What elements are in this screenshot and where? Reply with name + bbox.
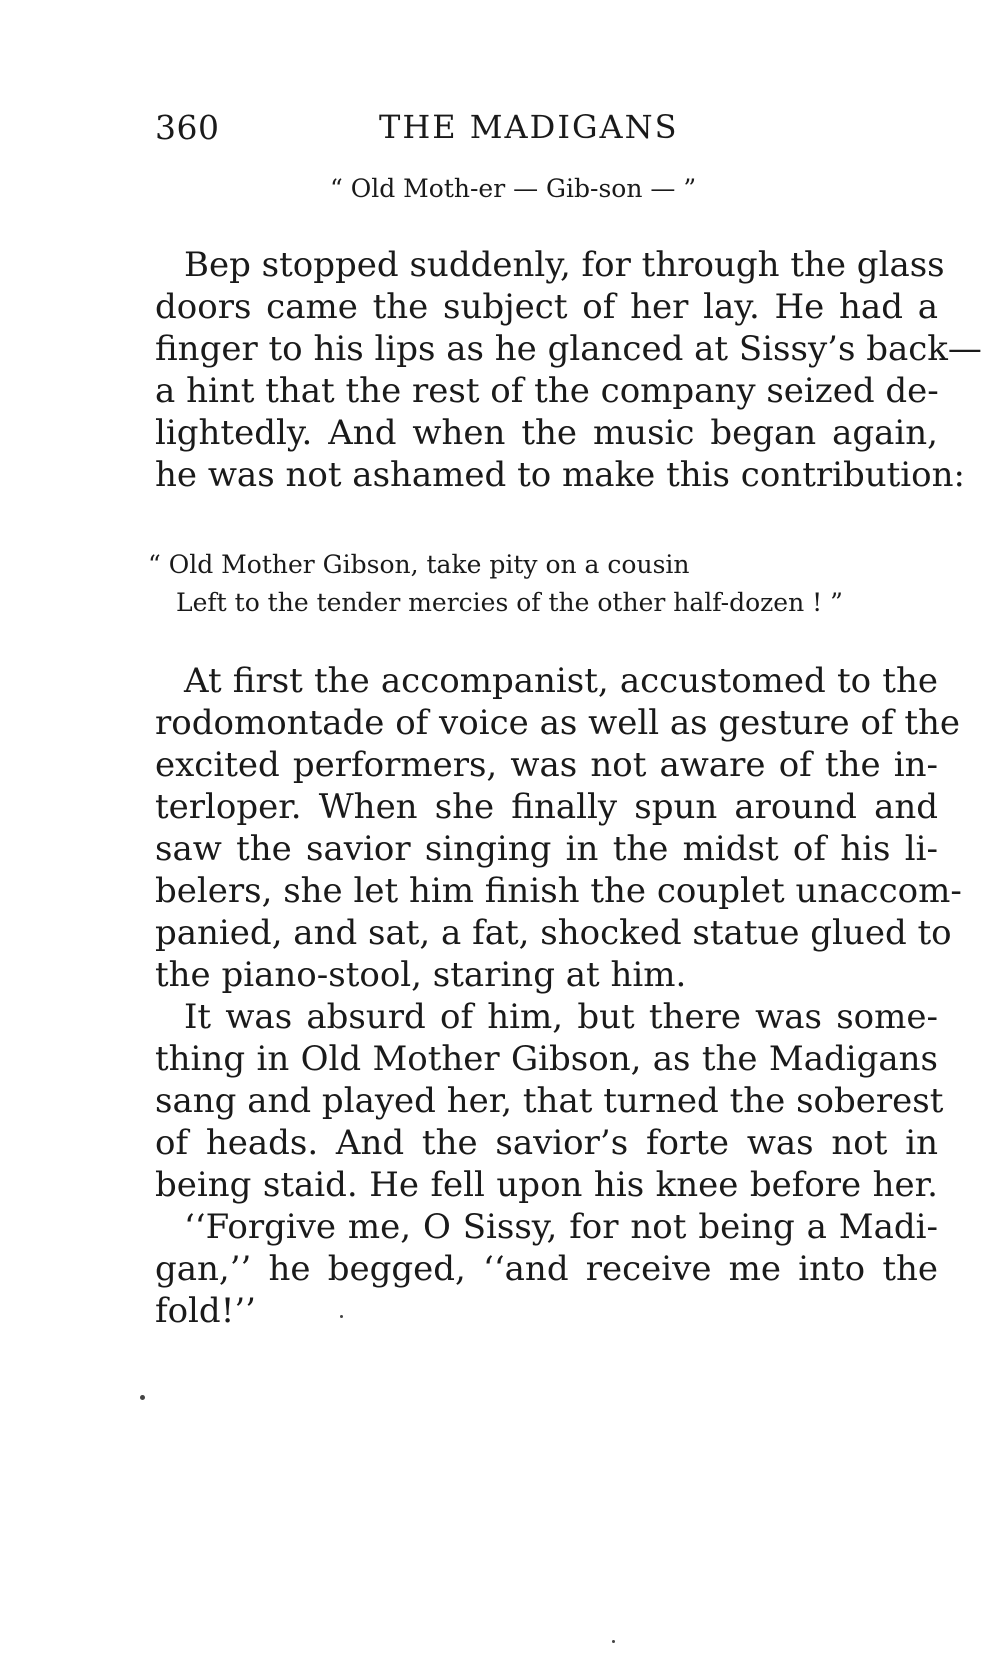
text-line: saw the savior singing in the midst of his li- — [155, 829, 938, 869]
text-line: he was not ashamed to make this contribution: — [155, 455, 966, 495]
text-line: a hint that the rest of the company seized de- — [155, 371, 939, 411]
running-head: THE MADIGANS — [379, 108, 679, 146]
text-line: thing in Old Mother Gibson, as the Madigans — [155, 1039, 938, 1079]
text-line: terloper. When she finally spun around and — [155, 787, 938, 827]
text-line: lightedly. And when the music began again, — [155, 413, 938, 453]
verse-line: “ Old Mother Gibson, take pity on a cousin — [148, 550, 690, 579]
text-line: doors came the subject of her lay. He had a — [155, 287, 938, 327]
text-line: rodomontade of voice as well as gesture of the — [155, 703, 961, 743]
text-line: gan,’’ he begged, ‘‘and receive me into the — [155, 1249, 938, 1289]
text-line: the piano-stool, staring at him. — [155, 955, 687, 995]
text-line: excited performers, was not aware of the in- — [155, 745, 938, 785]
page-header — [155, 108, 935, 148]
ink-speck — [140, 1395, 145, 1400]
ink-speck — [340, 1315, 343, 1318]
ink-speck — [612, 1640, 615, 1643]
text-line: fold!’’ — [155, 1291, 256, 1331]
text-line: It was absurd of him, but there was some- — [184, 997, 938, 1037]
page-number: 360 — [155, 108, 220, 147]
text-line: Bep stopped suddenly, for through the glass — [184, 245, 945, 285]
text-line: panied, and sat, a fat, shocked statue glued to — [155, 913, 952, 953]
text-line: of heads. And the savior’s forte was not in — [155, 1123, 938, 1163]
text-line: belers, she let him finish the couplet unaccom- — [155, 871, 962, 911]
text-line: sang and played her, that turned the soberest — [155, 1081, 944, 1121]
verse-line: “ Old Moth-er — Gib-son — ” — [330, 174, 697, 203]
text-line: being staid. He fell upon his knee before her. — [155, 1165, 938, 1205]
text-line: finger to his lips as he glanced at Sissy’s back— — [155, 329, 982, 369]
text-line: At first the accompanist, accustomed to the — [184, 661, 938, 701]
text-line: ‘‘Forgive me, O Sissy, for not being a Madi- — [184, 1207, 938, 1247]
verse-line: Left to the tender mercies of the other half-dozen ! ” — [176, 588, 843, 617]
